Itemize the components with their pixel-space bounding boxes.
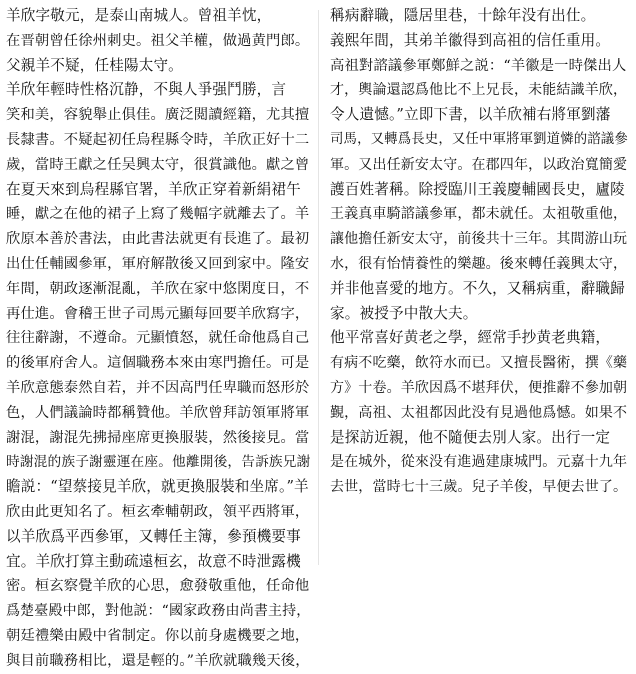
text-line: 并非他喜愛的地方。不久，又稱病重，辭職歸 (330, 279, 625, 297)
text-line: 羊欣意態泰然自若，并不因高門任卑職而怒形於 (6, 379, 310, 396)
text-line: 稱病辭職，隱居里巷，十餘年没有出仕。 (330, 7, 596, 24)
text-line: 司馬，又轉爲長史，又任中軍將軍劉道憐的諮議參 (330, 131, 628, 147)
column-divider (318, 10, 319, 565)
text-line: 父親羊不疑，任桂陽太守。 (6, 56, 183, 74)
text-line: 與目前職務相比，還是輕的。”羊欣就職幾天後， (6, 652, 310, 669)
right-column (330, 4, 630, 500)
text-line: 歲，當時王獻之任吴興太守，很賞識他。獻之曾 (6, 156, 310, 173)
text-line: 羊欣字敬元，是泰山南城人。曾祖羊忱， (6, 7, 272, 24)
text-line: 方》十卷。羊欣因爲不堪拜伏，便推辭不參加朝 (330, 379, 628, 396)
text-line: 再仕進。會稽王世子司馬元顯每回要羊欣寫字， (6, 305, 310, 322)
text-line: 欣由此更知名了。桓玄牽輔朝政，領平西將軍， (6, 503, 310, 520)
text-line: 密。桓玄察覺羊欣的心思，愈發敬重他，任命他 (6, 578, 310, 595)
text-line: 在晋朝曾任徐州刺史。祖父羊權，做過黄門郎。 (6, 32, 310, 49)
text-line: 睡，獻之在他的裙子上寫了幾幅字就離去了。羊 (6, 206, 310, 223)
text-line: 出仕任輔國參軍，軍府解散後又回到家中。隆安 (6, 255, 310, 272)
text-line: 色，人們議論時都稱贊他。羊欣曾拜訪領軍將軍 (6, 404, 310, 421)
text-line: 在夏天來到烏程縣官署，羊欣正穿着新絹裙午 (6, 180, 301, 198)
text-line: 有病不吃藥，飲符水而已。又擅長醫術，撰《藥 (330, 355, 628, 372)
text-line: 令人遺憾。”立即下書，以羊欣補右將軍劉藩 (330, 106, 611, 124)
text-line: 高祖對諮議參軍鄭鮮之説：“羊徽是一時傑出人 (330, 57, 627, 74)
text-line: 的後軍府舍人。這個職務本來由寒門擔任。可是 (6, 355, 310, 372)
text-line: 是探訪近親，他不隨便去別人家。出行一定 (330, 428, 611, 446)
text-line: 王義真車騎諮議參軍，都未就任。太祖敬重他， (330, 206, 628, 223)
left-column (6, 4, 310, 674)
text-line: 欣原本善於書法，由此書法就更有長進了。最初 (6, 231, 310, 248)
text-line: 年間，朝政逐漸混亂，羊欣在家中悠閑度日，不 (6, 280, 310, 297)
text-line: 羊欣年輕時性格沉静，不與人爭强鬥勝，言 (6, 81, 287, 99)
text-line: 時謝混的族子謝靈運在座。他離開後，告訴族兄謝 (6, 454, 310, 471)
text-line: 護百姓著稱。除授臨川王義慶輔國長史，廬陵 (330, 180, 625, 198)
text-line: 讓他擔任新安太守，前後共十三年。其間游山玩 (330, 231, 628, 248)
text-line: 長隸書。不疑起初任烏程縣令時，羊欣正好十二 (6, 131, 310, 148)
text-line: 是在城外，從來没有進過建康城門。元嘉十九年 (330, 454, 628, 471)
text-line: 軍。又出任新安太守。在郡四年，以政治寬簡愛 (330, 156, 628, 173)
text-line: 宜。羊欣打算主動疏遠桓玄，故意不時泄露機 (6, 552, 301, 570)
text-line: 朝廷禮樂由殿中省制定。你以前身處機要之地， (6, 627, 310, 644)
text-line: 家。被授予中散大夫。 (330, 304, 478, 322)
text-line: 往往辭謝，不遵命。元顯憤怒，就任命他爲自己 (6, 330, 310, 347)
text-line: 義熙年間，其弟羊徽得到高祖的信任重用。 (330, 31, 611, 49)
text-line: 笑和美，容貌舉止俱佳。廣泛閲讀經籍，尤其擅 (6, 107, 310, 124)
text-line: 去世，當時七十三歲。兒子羊俊，早便去世了。 (330, 479, 628, 496)
text-line: 瞻説：“望蔡接見羊欣，就更換服裝和坐席。”羊 (6, 478, 309, 496)
text-line: 爲楚臺殿中郎，對他説：“國家政務由尚書主持， (6, 603, 310, 620)
text-line: 覲，高祖、太祖都因此没有見過他爲憾。如果不 (330, 404, 628, 421)
text-line: 謝混，謝混先拂掃座席更換服裝，然後接見。當 (6, 429, 310, 446)
text-line: 才，輿論還認爲他比不上兄長，未能結識羊欣， (330, 82, 628, 99)
text-line: 以羊欣爲平西參軍，又轉任主簿，參預機要事 (6, 527, 301, 545)
text-line: 他平常喜好黄老之學，經常手抄黄老典籍， (330, 329, 611, 347)
text-line: 水，很有怡情養性的樂趣。後來轉任義興太守， (330, 255, 628, 272)
